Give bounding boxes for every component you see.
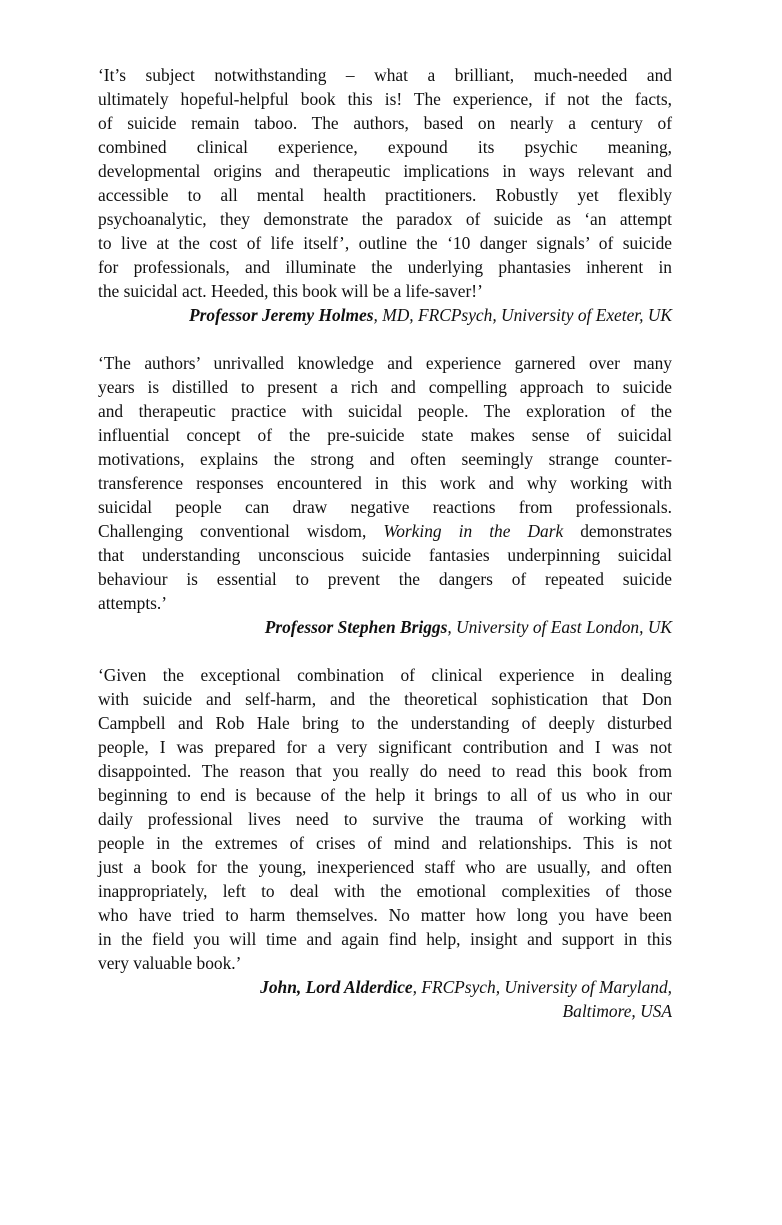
- quote-line: for professionals, and illuminate the underlying phantasies inherent in: [98, 257, 672, 277]
- attribution-line: [98, 303, 672, 327]
- quote-line: [98, 519, 672, 543]
- quote-line: people in the extremes of crises of mind and relationships. This is not: [98, 833, 672, 853]
- endorser-name: Professor Stephen Briggs: [264, 617, 448, 637]
- endorsement-2: [98, 351, 672, 639]
- endorsement-3: [98, 663, 672, 1023]
- endorsement-attribution: [98, 303, 672, 327]
- endorsement-quote: [98, 63, 672, 303]
- endorsement-1: [98, 63, 672, 327]
- quote-line: and therapeutic practice with suicidal people. The exploration of the: [98, 401, 672, 421]
- quote-line: Campbell and Rob Hale bring to the understanding of deeply disturbed: [98, 713, 672, 733]
- quote-line: transference responses encountered in this work and why working with: [98, 473, 672, 493]
- endorsement-attribution: [98, 975, 672, 1023]
- endorsement-attribution: [98, 615, 672, 639]
- attribution-line: [98, 999, 672, 1023]
- quote-line: years is distilled to present a rich and compelling approach to suicide: [98, 377, 672, 397]
- quote-line: just a book for the young, inexperienced staff who are usually, and often: [98, 857, 672, 877]
- quote-line: inappropriately, left to deal with the emotional complexities of those: [98, 881, 672, 901]
- attribution-line: [98, 975, 672, 999]
- endorser-credentials: , FRCPsych, University of Maryland,: [412, 977, 672, 997]
- quote-line: daily professional lives need to survive the trauma of working with: [98, 809, 672, 829]
- quote-line: motivations, explains the strong and often seemingly strange counter-: [98, 449, 672, 469]
- endorsement-quote: [98, 351, 672, 615]
- quote-line: with suicide and self-harm, and the theoretical sophistication that Don: [98, 689, 672, 709]
- endorser-name: John, Lord Alderdice: [260, 977, 413, 997]
- quote-line: in the field you will time and again find help, insight and support in this: [98, 929, 672, 949]
- attribution-line: [98, 615, 672, 639]
- quote-line: that understanding unconscious suicide fantasies underpinning suicidal: [98, 545, 672, 565]
- quote-line: influential concept of the pre-suicide state makes sense of suicidal: [98, 425, 672, 445]
- endorser-credentials: , MD, FRCPsych, University of Exeter, UK: [373, 305, 672, 325]
- quote-line: to live at the cost of life itself’, outline the ‘10 danger signals’ of suicide: [98, 233, 672, 253]
- quote-line: ‘Given the exceptional combination of clinical experience in dealing: [98, 665, 672, 685]
- endorser-credentials: Baltimore, USA: [562, 1001, 672, 1021]
- quote-line: very valuable book.’: [98, 953, 242, 973]
- quote-line: of suicide remain taboo. The authors, based on nearly a century of: [98, 113, 672, 133]
- quote-line: ultimately hopeful-helpful book this is! The experience, if not the facts,: [98, 89, 672, 109]
- quote-line: beginning to end is because of the help it brings to all of us who in our: [98, 785, 672, 805]
- endorsements-page: [98, 63, 672, 1047]
- endorsement-quote: [98, 663, 672, 975]
- quote-line: behaviour is essential to prevent the dangers of repeated suicide: [98, 569, 672, 589]
- quote-line: attempts.’: [98, 593, 168, 613]
- text-segment: Challenging conventional wisdom,: [98, 521, 384, 541]
- quote-line: who have tried to harm themselves. No matter how long you have been: [98, 905, 672, 925]
- quote-line: the suicidal act. Heeded, this book will be a life-saver!’: [98, 281, 483, 301]
- text-segment: demonstrates: [563, 521, 672, 541]
- quote-line: accessible to all mental health practitioners. Robustly yet flexibly: [98, 185, 672, 205]
- quote-line: people, I was prepared for a very significant contribution and I was not: [98, 737, 672, 757]
- quote-line: ‘The authors’ unrivalled knowledge and experience garnered over many: [98, 353, 672, 373]
- endorser-name: Professor Jeremy Holmes: [189, 305, 374, 325]
- quote-line: disappointed. The reason that you really do need to read this book from: [98, 761, 672, 781]
- quote-line: ‘It’s subject notwithstanding – what a brilliant, much-needed and: [98, 65, 672, 85]
- quote-line: developmental origins and therapeutic implications in ways relevant and: [98, 161, 672, 181]
- quote-line: suicidal people can draw negative reactions from professionals.: [98, 497, 672, 517]
- quote-line: psychoanalytic, they demonstrate the paradox of suicide as ‘an attempt: [98, 209, 672, 229]
- quote-line: combined clinical experience, expound its psychic meaning,: [98, 137, 672, 157]
- endorser-credentials: , University of East London, UK: [447, 617, 672, 637]
- book-title: Working in the Dark: [383, 521, 564, 541]
